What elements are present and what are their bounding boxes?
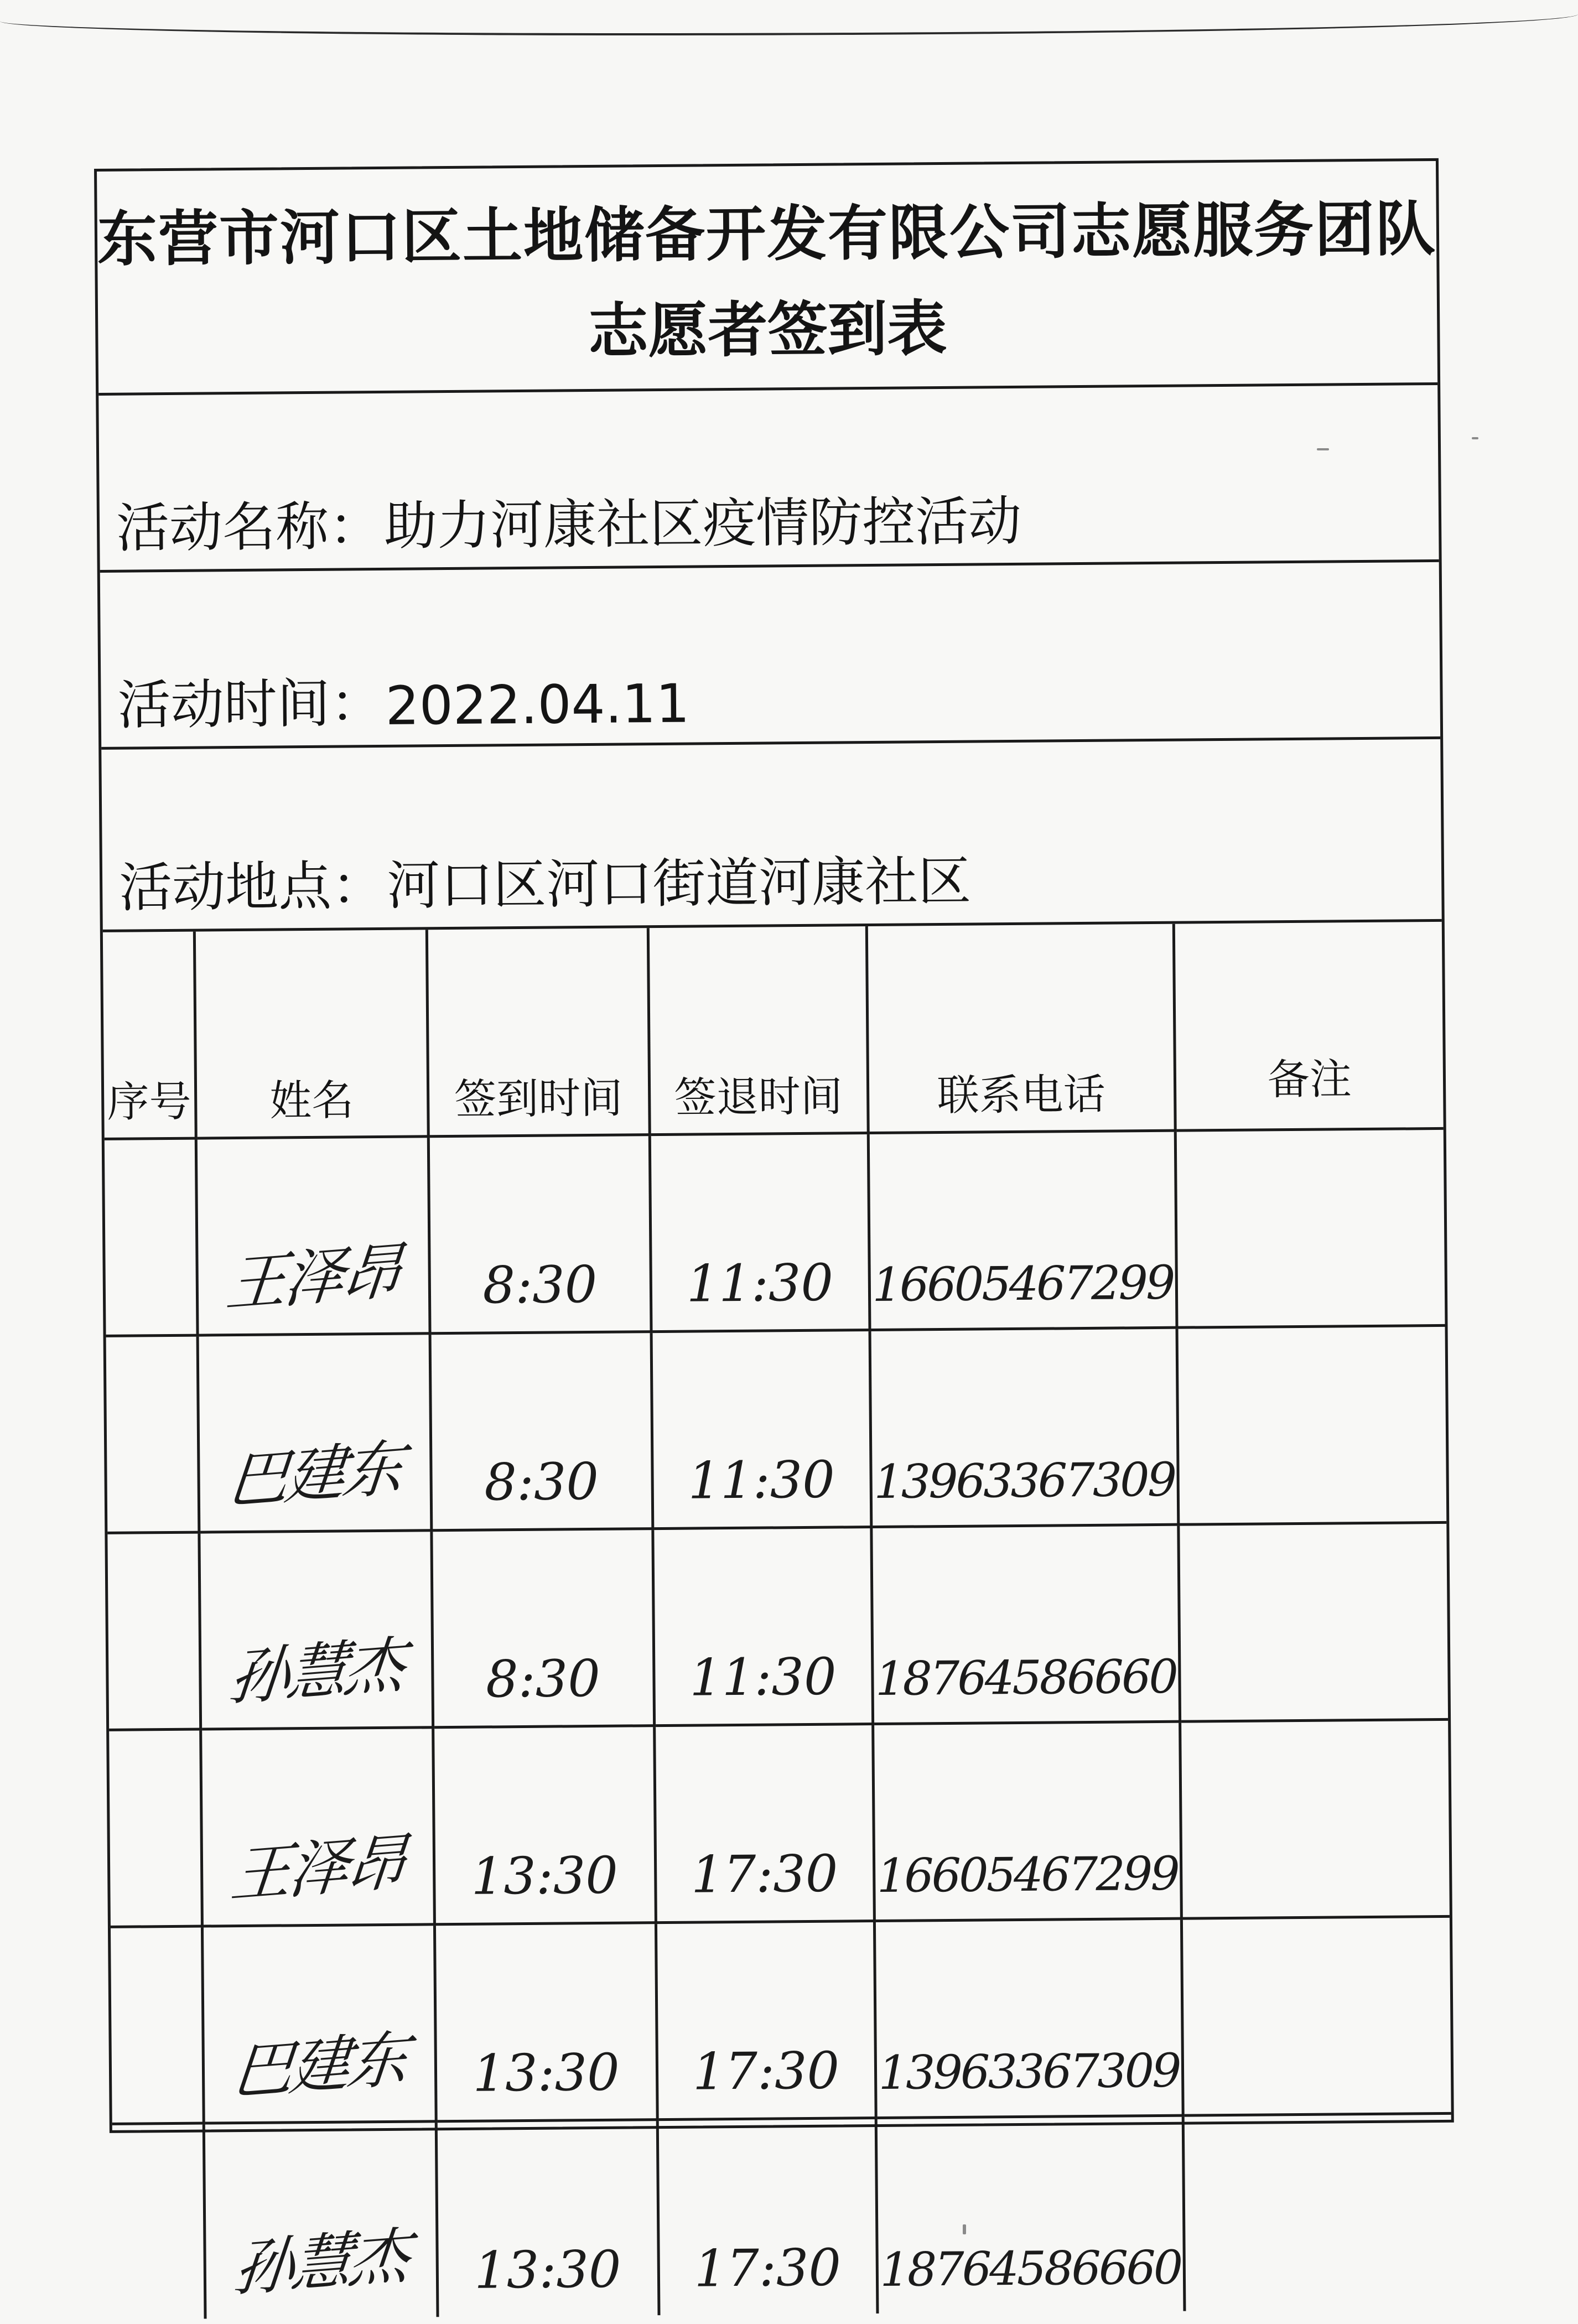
- row-sign-out: [656, 1921, 876, 2120]
- row-name: [199, 1531, 433, 1729]
- row-index: [105, 1138, 198, 1336]
- row-note: [1180, 1719, 1450, 1918]
- row-note: [1177, 1325, 1447, 1524]
- table-row: [112, 2113, 1453, 2319]
- table-row: [109, 1719, 1450, 1927]
- form-title: [97, 161, 1437, 396]
- row-phone: [868, 1130, 1177, 1330]
- signature: 巴建东: [224, 1432, 404, 1517]
- activity-name-row: [98, 385, 1439, 573]
- activity-time-label: 活动时间：: [117, 672, 384, 736]
- header-phone: 联系电话: [866, 924, 1175, 1133]
- row-note: [1183, 2113, 1453, 2311]
- sign-in-time: 8:30: [485, 1648, 601, 1709]
- phone-number: 18764586660: [880, 2240, 1181, 2297]
- phone-number: 18764586660: [875, 1649, 1177, 1706]
- row-index: [106, 1335, 199, 1533]
- row-name: [204, 2121, 438, 2319]
- sign-out-time: 17:30: [691, 1844, 838, 1905]
- phone-number: 13963367309: [878, 2043, 1180, 2100]
- scan-speck: [1317, 448, 1329, 450]
- row-name: [198, 1334, 432, 1532]
- sign-in-form: [94, 158, 1454, 2305]
- paper-edge: [0, 0, 1578, 35]
- table-header-row: [103, 922, 1444, 1139]
- row-index: [111, 1926, 204, 2124]
- volunteer-table: [103, 922, 1453, 2320]
- sign-in-time: 8:30: [482, 1254, 598, 1315]
- phone-number: 16605467299: [872, 1255, 1174, 1313]
- header-sign-out: 签退时间: [648, 926, 868, 1135]
- signature: 孙慧杰: [226, 1629, 406, 1714]
- row-sign-in: [434, 1923, 657, 2121]
- row-sign-out: [651, 1330, 871, 1529]
- sign-out-time: 11:30: [689, 1647, 837, 1708]
- row-note: [1178, 1522, 1448, 1721]
- row-phone: [873, 1721, 1181, 1921]
- sign-out-time: 11:30: [686, 1253, 834, 1314]
- phone-number: 16605467299: [876, 1846, 1179, 1903]
- title-line-2: 志愿者签到表: [588, 294, 947, 366]
- row-name: [200, 1728, 434, 1926]
- sign-in-time: 13:30: [471, 1845, 619, 1906]
- title-line-1: 东营市河口区土地储备开发有限公司志愿服务团队: [97, 194, 1437, 274]
- activity-place-row: [101, 739, 1442, 932]
- row-phone: [876, 2115, 1185, 2313]
- signature: 王泽昂: [222, 1235, 402, 1320]
- activity-time-row: [100, 562, 1440, 750]
- table-row: [105, 1128, 1445, 1336]
- row-sign-in: [431, 1529, 654, 1728]
- row-index: [107, 1532, 200, 1730]
- activity-name-value: 助力河康社区疫情防控活动: [383, 490, 1022, 557]
- row-sign-out: [657, 2118, 878, 2316]
- row-name: [196, 1137, 430, 1335]
- activity-name-label: 活动名称：: [116, 495, 382, 559]
- row-phone: [871, 1524, 1180, 1724]
- row-sign-in: [436, 2120, 659, 2317]
- scan-speck: [963, 2224, 966, 2234]
- row-sign-out: [654, 1724, 874, 1923]
- row-sign-out: [650, 1133, 870, 1332]
- row-sign-out: [652, 1527, 873, 1726]
- table-row: [111, 1916, 1451, 2124]
- table-row: [106, 1325, 1447, 1533]
- sign-out-time: 11:30: [688, 1450, 835, 1511]
- signature: 王泽昂: [227, 1826, 407, 1911]
- header-note: 备注: [1174, 922, 1444, 1130]
- header-index: 序号: [103, 932, 196, 1139]
- row-phone: [874, 1918, 1183, 2118]
- sign-in-time: 8:30: [484, 1451, 599, 1512]
- row-name: [202, 1924, 436, 2123]
- activity-time-value: 2022.04.11: [385, 672, 690, 737]
- sign-out-time: 17:30: [694, 2238, 842, 2299]
- signature: 巴建东: [229, 2023, 408, 2108]
- header-name: 姓名: [194, 930, 428, 1138]
- sign-in-time: 13:30: [474, 2239, 621, 2300]
- activity-place-label: 活动地点：: [118, 854, 385, 919]
- row-index: [112, 2123, 205, 2320]
- row-phone: [870, 1327, 1179, 1527]
- scan-speck: [1472, 437, 1478, 439]
- row-sign-in: [433, 1726, 656, 1924]
- row-sign-in: [430, 1332, 653, 1531]
- row-note: [1175, 1128, 1445, 1327]
- table-row: [107, 1522, 1448, 1730]
- activity-place-value: 河口区河口街道河康社区: [386, 850, 972, 917]
- sign-in-time: 13:30: [473, 2042, 620, 2103]
- sign-out-time: 17:30: [692, 2041, 840, 2102]
- phone-number: 13963367309: [873, 1452, 1175, 1509]
- row-sign-in: [428, 1135, 651, 1334]
- header-sign-in: 签到时间: [427, 928, 650, 1137]
- row-note: [1181, 1916, 1451, 2115]
- row-index: [109, 1729, 202, 1927]
- signature: 孙慧杰: [230, 2220, 410, 2305]
